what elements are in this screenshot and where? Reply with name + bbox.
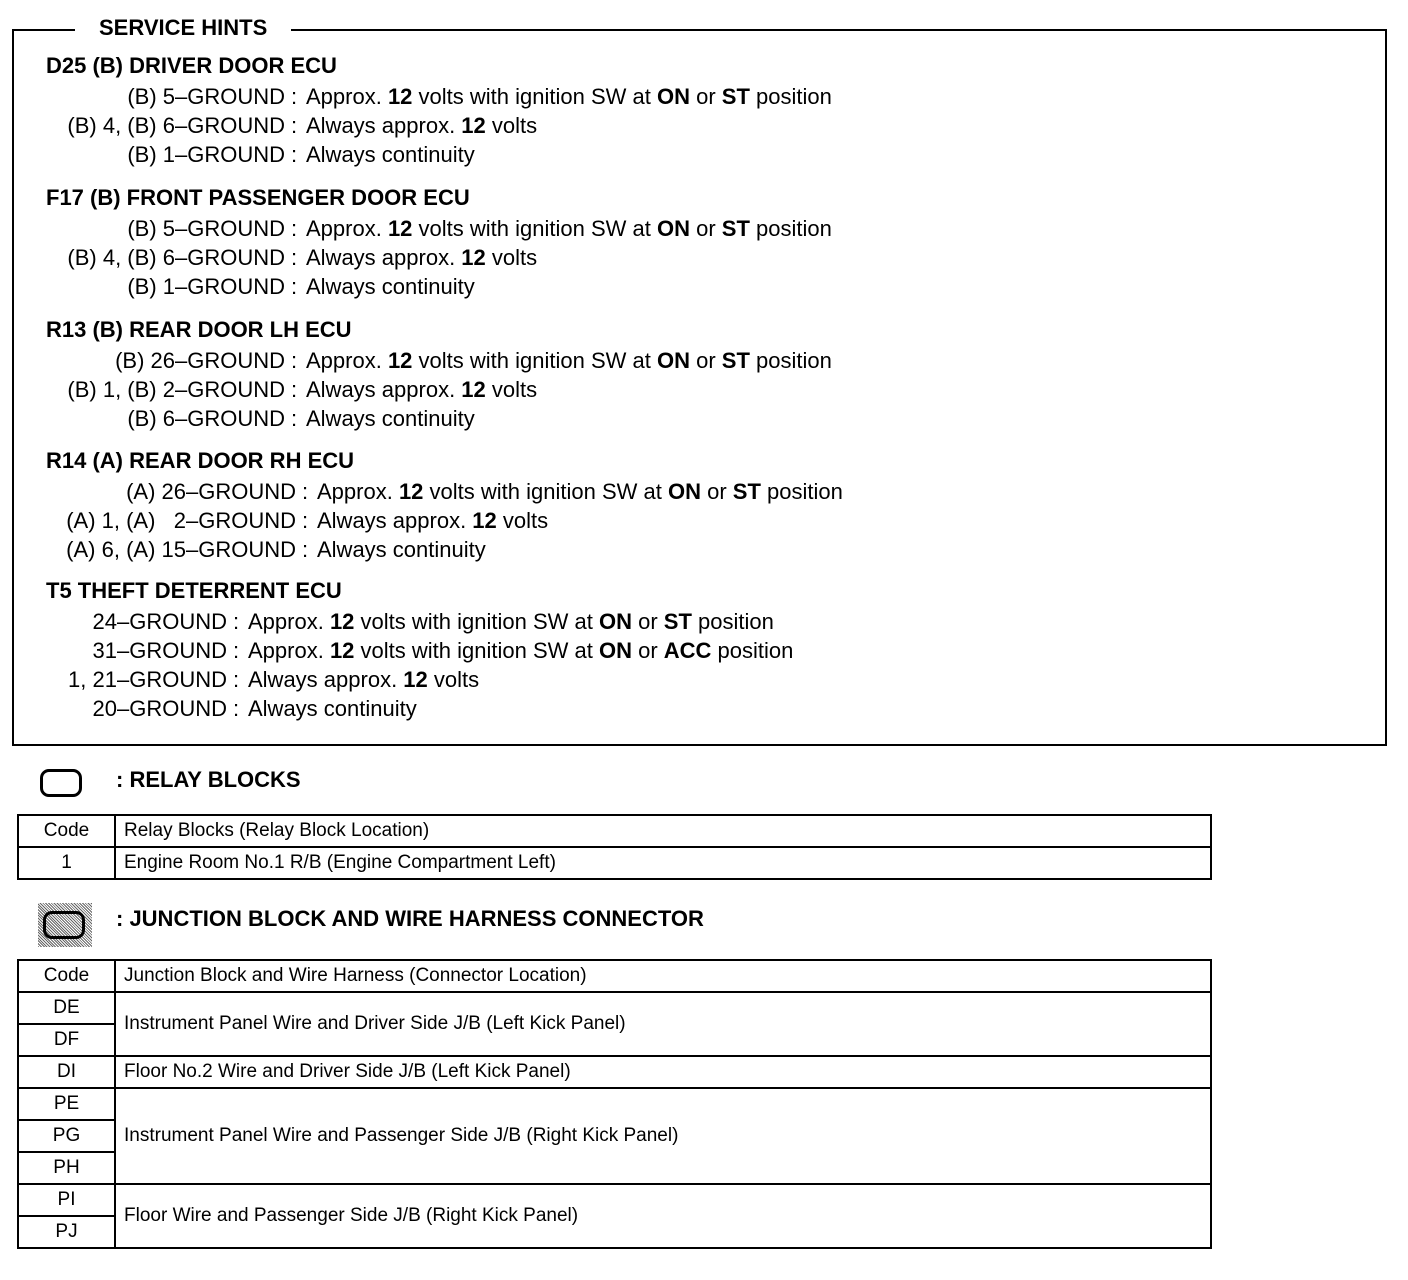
- hint-value-bold: ST: [721, 348, 750, 373]
- hint-section-heading: F17 (B) FRONT PASSENGER DOOR ECU: [46, 185, 470, 210]
- hint-text: Always approx.: [306, 113, 462, 138]
- hint-text: Always continuity: [248, 696, 417, 721]
- hint-colon: :: [302, 479, 309, 504]
- hint-value-bold: 12: [387, 84, 413, 109]
- hint-terminal: 31–GROUND: [92, 638, 227, 663]
- hint-value-bold: ON: [656, 216, 690, 241]
- hint-text: or: [689, 216, 722, 241]
- hint-text: volts with ignition SW at: [412, 84, 657, 109]
- hint-terminal: (B) 4, (B) 6–GROUND: [67, 113, 285, 138]
- hint-value-bold: ON: [656, 348, 690, 373]
- hint-value-bold: ON: [598, 638, 632, 663]
- hint-text: Always approx.: [306, 377, 462, 402]
- hint-colon: :: [291, 377, 298, 402]
- hint-value-bold: 12: [387, 348, 413, 373]
- hint-text: volts with ignition SW at: [354, 638, 599, 663]
- hint-description: [248, 695, 417, 723]
- table-cell-code: PH: [18, 1152, 115, 1184]
- hint-line: [0, 637, 1400, 665]
- hint-description: [306, 244, 537, 272]
- hint-description: [306, 376, 537, 404]
- hint-text: position: [711, 638, 794, 663]
- table-row: [18, 847, 1211, 879]
- hint-line: [0, 244, 1400, 272]
- hint-description: [306, 347, 832, 375]
- hint-text: or: [700, 479, 733, 504]
- hint-colon: :: [233, 609, 240, 634]
- hint-text: volts: [485, 113, 538, 138]
- hint-value-bold: ST: [732, 479, 761, 504]
- hint-text: Always approx.: [306, 245, 462, 270]
- hint-terminal: (B) 1–GROUND: [127, 274, 285, 299]
- hint-section-heading: T5 THEFT DETERRENT ECU: [46, 578, 342, 603]
- hint-colon: :: [291, 142, 298, 167]
- table-row: [18, 1088, 1211, 1120]
- relay-blocks-table: [17, 814, 1212, 880]
- hint-value-bold: ACC: [663, 638, 712, 663]
- hint-value-bold: 12: [387, 216, 413, 241]
- hint-value-bold: ON: [656, 84, 690, 109]
- hint-colon: :: [291, 348, 298, 373]
- table-row: [18, 1184, 1211, 1216]
- table-header-code: Code: [18, 815, 115, 847]
- junction-blocks-table: [17, 959, 1212, 1249]
- hint-description: [248, 637, 793, 665]
- hint-line: [0, 83, 1400, 111]
- hint-value-bold: 12: [472, 508, 497, 533]
- hint-text: volts with ignition SW at: [412, 216, 657, 241]
- hint-text: Always continuity: [306, 142, 475, 167]
- hint-text: volts: [485, 377, 538, 402]
- hint-terminal: 20–GROUND: [92, 696, 227, 721]
- hint-value-bold: 12: [461, 245, 486, 270]
- table-row: [18, 992, 1211, 1024]
- table-cell-desc: Engine Room No.1 R/B (Engine Compartment Left): [115, 847, 1211, 879]
- hint-line: [0, 215, 1400, 243]
- relay-block-icon: [40, 769, 82, 797]
- hint-line: [0, 347, 1400, 375]
- hint-text: position: [749, 348, 832, 373]
- hint-text: Always continuity: [317, 537, 486, 562]
- hint-value-bold: 12: [398, 479, 424, 504]
- hint-terminal: (A) 6, (A) 15–GROUND: [66, 537, 296, 562]
- hint-line: [0, 478, 1400, 506]
- hint-text: or: [689, 84, 722, 109]
- hint-terminal: (B) 5–GROUND: [127, 84, 285, 109]
- hint-terminal: 1, 21–GROUND: [68, 667, 227, 692]
- hint-text: volts: [427, 667, 480, 692]
- hint-value-bold: ST: [721, 84, 750, 109]
- service-hints-title: SERVICE HINTS: [75, 13, 291, 43]
- table-cell-code: PE: [18, 1088, 115, 1120]
- table-cell-desc: Floor Wire and Passenger Side J/B (Right Kick Panel): [115, 1184, 1211, 1248]
- hint-description: [306, 83, 832, 111]
- hint-description: [306, 405, 475, 433]
- relay-blocks-title: : RELAY BLOCKS: [116, 767, 301, 792]
- hint-terminal: (B) 26–GROUND: [115, 348, 285, 373]
- hint-colon: :: [291, 216, 298, 241]
- table-cell-code: PI: [18, 1184, 115, 1216]
- hint-description: [317, 478, 843, 506]
- hint-description: [248, 666, 479, 694]
- hint-text: volts: [485, 245, 538, 270]
- hint-text: Always continuity: [306, 406, 475, 431]
- hint-line: [0, 507, 1400, 535]
- hint-line: [0, 141, 1400, 169]
- table-cell-code: PG: [18, 1120, 115, 1152]
- hint-value-bold: 12: [461, 377, 486, 402]
- table-cell-desc: Instrument Panel Wire and Passenger Side J/B (Right Kick Panel): [115, 1088, 1211, 1184]
- hint-line: [0, 376, 1400, 404]
- hint-colon: :: [291, 113, 298, 138]
- hint-description: [306, 215, 832, 243]
- hint-text: position: [760, 479, 843, 504]
- hint-terminal: (B) 1–GROUND: [127, 142, 285, 167]
- hint-description: [317, 507, 548, 535]
- hint-text: position: [749, 84, 832, 109]
- hint-colon: :: [233, 696, 240, 721]
- hint-value-bold: 12: [461, 113, 486, 138]
- table-header-row: [18, 960, 1211, 992]
- hint-colon: :: [302, 508, 309, 533]
- hint-colon: :: [233, 638, 240, 663]
- hint-colon: :: [291, 245, 298, 270]
- table-header-code: Code: [18, 960, 115, 992]
- hint-value-bold: 12: [403, 667, 428, 692]
- hint-description: [306, 141, 475, 169]
- hint-terminal: (B) 4, (B) 6–GROUND: [67, 245, 285, 270]
- hint-section-heading: R13 (B) REAR DOOR LH ECU: [46, 317, 352, 342]
- hint-value-bold: 12: [329, 609, 355, 634]
- hint-terminal: (A) 1, (A) 2–GROUND: [66, 508, 296, 533]
- hint-text: Approx.: [317, 479, 399, 504]
- hint-line: [0, 112, 1400, 140]
- hint-terminal: (A) 26–GROUND: [126, 479, 296, 504]
- hint-value-bold: ST: [721, 216, 750, 241]
- hint-text: or: [689, 348, 722, 373]
- hint-text: Approx.: [306, 348, 388, 373]
- hint-text: volts with ignition SW at: [423, 479, 668, 504]
- hint-text: Approx.: [306, 84, 388, 109]
- table-cell-code: DF: [18, 1024, 115, 1056]
- hint-terminal: (B) 6–GROUND: [127, 406, 285, 431]
- hint-text: position: [691, 609, 774, 634]
- hint-text: volts with ignition SW at: [412, 348, 657, 373]
- hint-line: [0, 695, 1400, 723]
- hint-line: [0, 608, 1400, 636]
- hint-section-heading: R14 (A) REAR DOOR RH ECU: [46, 448, 355, 473]
- hint-text: volts with ignition SW at: [354, 609, 599, 634]
- hint-description: [306, 273, 475, 301]
- hint-line: [0, 405, 1400, 433]
- hint-colon: :: [302, 537, 309, 562]
- table-cell-code: DE: [18, 992, 115, 1024]
- table-cell-code: 1: [18, 847, 115, 879]
- table-cell-desc: Instrument Panel Wire and Driver Side J/B (Left Kick Panel): [115, 992, 1211, 1056]
- table-header-row: [18, 815, 1211, 847]
- hint-line: [0, 666, 1400, 694]
- hint-text: Always approx.: [317, 508, 473, 533]
- table-row: [18, 1056, 1211, 1088]
- hint-text: Approx.: [306, 216, 388, 241]
- hint-line: [0, 536, 1400, 564]
- hint-text: or: [631, 609, 664, 634]
- table-cell-desc: Floor No.2 Wire and Driver Side J/B (Left Kick Panel): [115, 1056, 1211, 1088]
- hint-section-heading: D25 (B) DRIVER DOOR ECU: [46, 53, 337, 78]
- hint-value-bold: 12: [329, 638, 355, 663]
- table-cell-code: PJ: [18, 1216, 115, 1248]
- hint-text: position: [749, 216, 832, 241]
- hint-text: Always continuity: [306, 274, 475, 299]
- hint-value-bold: ON: [598, 609, 632, 634]
- hint-description: [317, 536, 486, 564]
- hint-value-bold: ST: [663, 609, 692, 634]
- hint-text: Always approx.: [248, 667, 404, 692]
- hint-value-bold: ON: [667, 479, 701, 504]
- hint-text: Approx.: [248, 638, 330, 663]
- junction-blocks-title: : JUNCTION BLOCK AND WIRE HARNESS CONNECTOR: [116, 906, 704, 931]
- hint-description: [306, 112, 537, 140]
- hint-text: or: [631, 638, 664, 663]
- hint-colon: :: [291, 274, 298, 299]
- hint-colon: :: [233, 667, 240, 692]
- junction-block-icon: [43, 911, 85, 939]
- hint-terminal: (B) 1, (B) 2–GROUND: [67, 377, 285, 402]
- table-cell-code: DI: [18, 1056, 115, 1088]
- hint-colon: :: [291, 406, 298, 431]
- table-header-desc: Relay Blocks (Relay Block Location): [115, 815, 1211, 847]
- table-header-desc: Junction Block and Wire Harness (Connector Location): [115, 960, 1211, 992]
- hint-terminal: (B) 5–GROUND: [127, 216, 285, 241]
- hint-line: [0, 273, 1400, 301]
- hint-text: volts: [496, 508, 549, 533]
- hint-colon: :: [291, 84, 298, 109]
- hint-description: [248, 608, 774, 636]
- hint-terminal: 24–GROUND: [92, 609, 227, 634]
- hint-text: Approx.: [248, 609, 330, 634]
